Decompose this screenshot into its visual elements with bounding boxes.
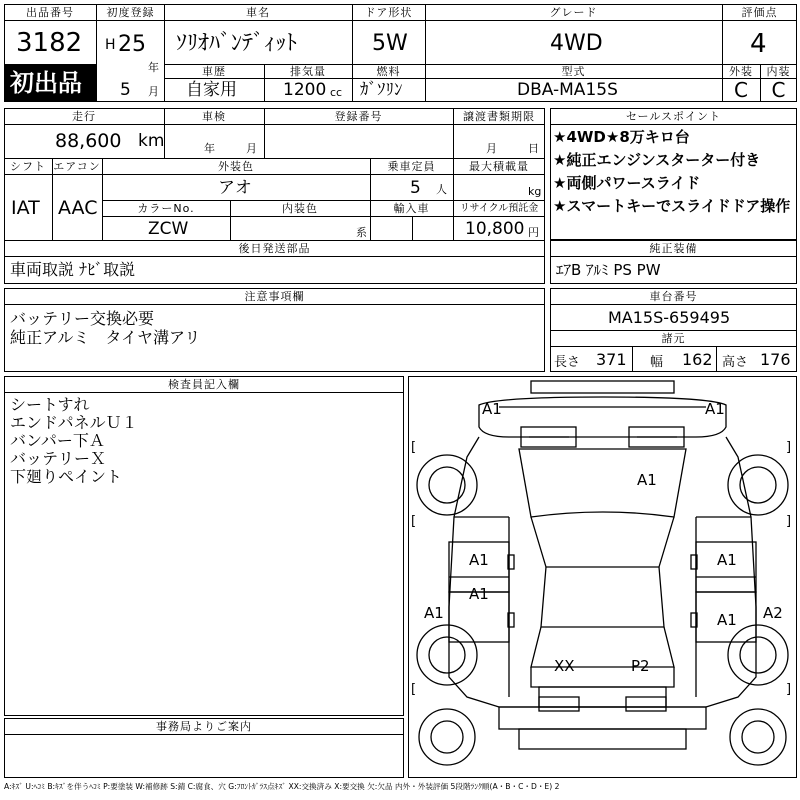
- import-label: 輸入車: [393, 202, 430, 215]
- era: H: [105, 37, 116, 53]
- displacement-label: 排気量: [290, 65, 326, 78]
- fuel: ｶﾞｿﾘﾝ: [360, 80, 403, 100]
- mileage-label: 走行: [72, 110, 96, 123]
- height-value: 176: [760, 350, 791, 369]
- exterior-grade: C: [734, 78, 748, 102]
- mark-rear-left: XX: [554, 657, 575, 675]
- damage-diagram: [408, 376, 797, 778]
- mark-rear-right: P2: [631, 657, 650, 675]
- transfer-label: 譲渡書類期限: [463, 110, 535, 123]
- interior-label: 内装: [766, 65, 791, 78]
- model-label: 型式: [561, 65, 586, 78]
- width-label: 幅: [650, 355, 664, 370]
- max-load-label: 最大積載量: [469, 160, 529, 173]
- model-code: DBA-MA15S: [517, 80, 618, 100]
- plate-label: 登録番号: [334, 110, 383, 123]
- car-name: ｿﾘｵﾊﾞﾝﾃﾞｨｯﾄ: [176, 31, 298, 56]
- inspector-label: 検査員記入欄: [168, 378, 240, 391]
- reg-year: 25: [118, 32, 146, 57]
- mark-right-front-door: A1: [717, 551, 737, 569]
- car-name-label: 車名: [246, 6, 270, 19]
- recycle-unit: 円: [528, 226, 539, 239]
- equipment-value: ｴｱB ｱﾙﾐ PS PW: [556, 261, 661, 279]
- inspector-line: 下廻りペイント: [10, 467, 123, 486]
- inspection-year-unit: 年: [204, 142, 215, 155]
- mark-left-rear-fender: A1: [424, 604, 444, 622]
- inspection-label: 車検: [202, 110, 226, 123]
- sales-point: ★両側パワースライド: [553, 174, 701, 192]
- int-color-label: 内装色: [282, 202, 318, 215]
- color-no: ZCW: [148, 219, 189, 239]
- legend: A:ｷｽﾞ U:ﾍｺﾐ B:ｷｽﾞを伴うﾍｺﾐ P:要塗装 W:補修跡 S:錆 C:腐食、穴 G:ﾌﾛﾝﾄｶﾞﾗｽ点ｷｽﾞ XX:交換済み X:要交換 欠:欠品 内外・外装評価 5段階ﾗﾝｸ順(A・B・C・D・E) 2: [4, 782, 560, 791]
- mark-hood: A1: [637, 471, 657, 489]
- notes-label: 注意事項欄: [244, 290, 305, 303]
- inspection-month-unit: 月: [246, 142, 257, 155]
- bracket-right-top: ]: [786, 440, 792, 455]
- note-line: バッテリー交換必要: [10, 309, 155, 328]
- bracket-right-mid: ]: [786, 514, 792, 529]
- sales-point: ★4WD★8万キロ台: [553, 128, 690, 146]
- sales-point: ★純正エンジンスターター付き: [553, 151, 761, 169]
- chassis-label: 車台番号: [649, 290, 698, 303]
- capacity-unit: 人: [436, 183, 447, 196]
- dims-label: 諸元: [661, 332, 686, 345]
- reg-year-unit: 年: [148, 61, 159, 74]
- bracket-left-mid: [: [411, 514, 417, 529]
- office-label: 事務局よりご案内: [156, 720, 252, 733]
- mileage: 88,600: [55, 130, 122, 152]
- history: 自家用: [186, 80, 237, 100]
- mark-left-rear-door: A1: [469, 585, 489, 603]
- equipment-label: 純正装備: [649, 242, 698, 255]
- inspector-line: シートすれ: [10, 395, 90, 414]
- ac: AAC: [58, 197, 98, 219]
- fuel-label: 燃料: [376, 65, 401, 78]
- reg-month-unit: 月: [148, 85, 159, 98]
- sales-point: ★スマートキーでスライドドア操作: [553, 197, 791, 215]
- recycle-fee: 10,800: [465, 219, 525, 239]
- color-no-label: カラーNo.: [137, 202, 195, 215]
- height-label: 高さ: [722, 355, 749, 370]
- width-value: 162: [682, 350, 713, 369]
- bracket-left-top: [: [411, 440, 417, 455]
- first-listing-text: 初出品: [10, 69, 82, 97]
- door-label: ドア形状: [364, 6, 413, 19]
- score-label: 評価点: [741, 6, 778, 19]
- inspector-line: バッテリーＸ: [10, 449, 107, 468]
- car-diagram-drawing: [409, 377, 796, 777]
- first-reg-label: 初度登録: [106, 6, 155, 19]
- exterior-label: 外装: [729, 65, 753, 78]
- int-color-unit: 系: [356, 226, 367, 239]
- inspector-line: バンパー下Ａ: [10, 431, 105, 450]
- displacement: 1200: [283, 80, 327, 100]
- score: 4: [750, 29, 767, 59]
- chassis-number: MA15S-659495: [608, 308, 731, 327]
- mileage-unit: km: [138, 131, 165, 151]
- transfer-month-unit: 月: [486, 142, 497, 155]
- sales-points-label: セールスポイント: [625, 110, 721, 123]
- later-parts: 車両取説 ﾅﾋﾞ取説: [10, 260, 136, 279]
- later-parts-label: 後日発送部品: [238, 242, 311, 255]
- ext-color: アオ: [218, 178, 252, 198]
- lot-number: 3182: [16, 28, 83, 58]
- lot-number-label: 出品番号: [26, 6, 74, 19]
- grade: 4WD: [550, 31, 603, 56]
- displacement-unit: cc: [330, 86, 343, 99]
- shift: IAT: [11, 197, 40, 219]
- shift-label: シフト: [10, 160, 46, 173]
- max-load-unit: kg: [528, 185, 542, 198]
- mark-front-right: A1: [705, 400, 725, 418]
- reg-month: 5: [120, 80, 131, 100]
- ac-label: エアコン: [53, 160, 101, 173]
- length-label: 長さ: [554, 355, 581, 370]
- door-type: 5W: [372, 31, 408, 56]
- mark-right-rear-door: A1: [717, 611, 737, 629]
- note-line: 純正アルミ タイヤ溝アリ: [10, 328, 201, 347]
- length-value: 371: [596, 350, 627, 369]
- capacity-label: 乗車定員: [387, 160, 436, 173]
- capacity: 5: [410, 178, 421, 198]
- transfer-day-unit: 日: [528, 142, 539, 155]
- inspector-line: エンドパネルＵ１: [10, 413, 138, 432]
- interior-grade: C: [771, 78, 786, 102]
- mark-front-left: A1: [482, 400, 502, 418]
- grade-label: グレード: [549, 6, 598, 19]
- ext-color-label: 外装色: [218, 160, 254, 173]
- recycle-label: リサイクル預託金: [459, 203, 539, 214]
- mark-right-rear-fender: A2: [763, 604, 783, 622]
- bracket-right-low: ]: [786, 682, 792, 697]
- history-label: 車歴: [202, 65, 226, 78]
- mark-left-front-door: A1: [469, 551, 489, 569]
- bracket-left-low: [: [411, 682, 417, 697]
